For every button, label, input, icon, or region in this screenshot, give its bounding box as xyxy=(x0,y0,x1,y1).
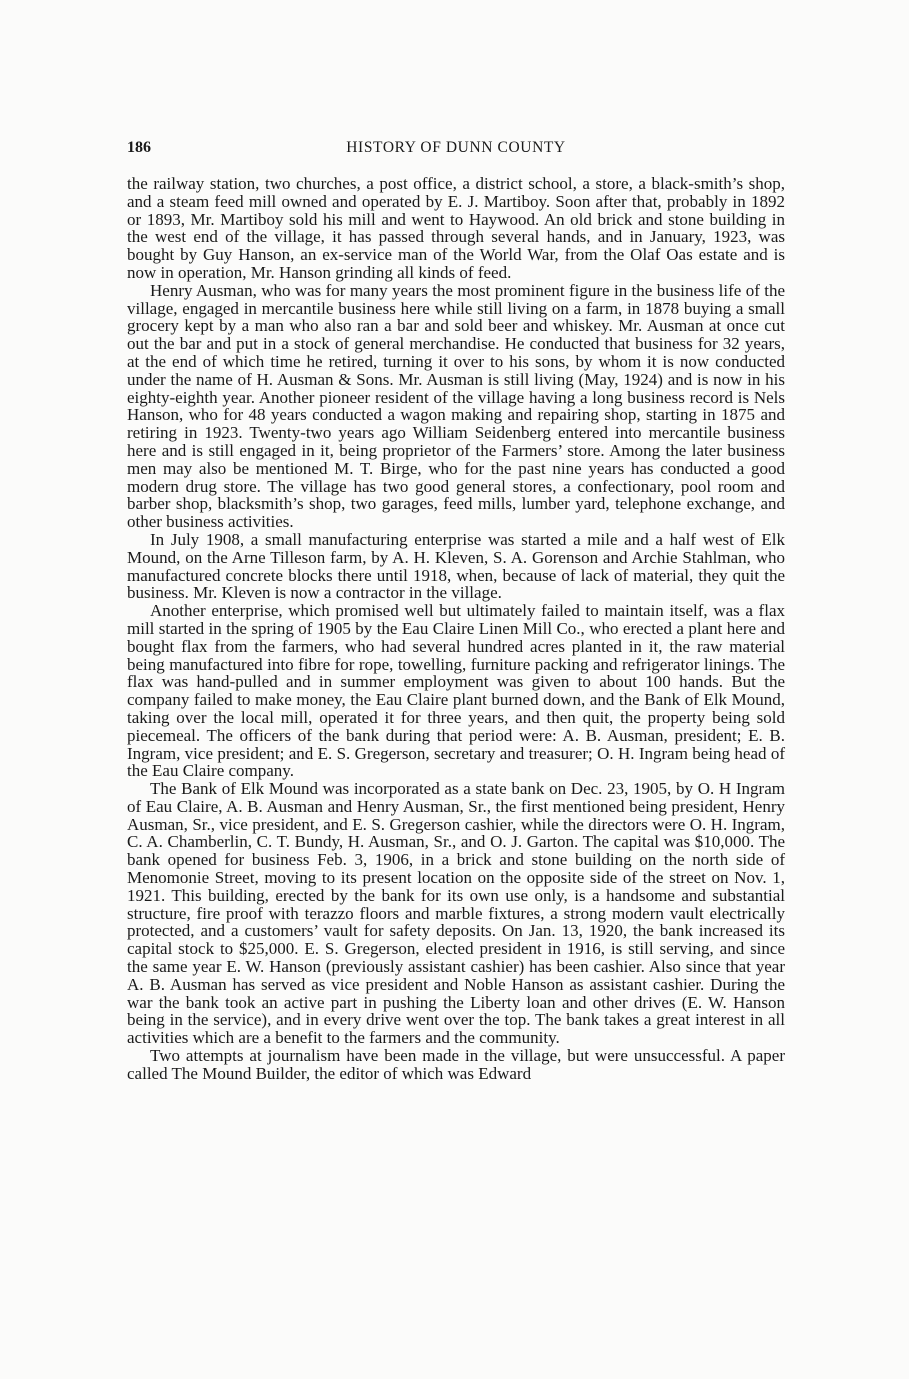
page-number: 186 xyxy=(127,139,151,156)
running-title: HISTORY OF DUNN COUNTY xyxy=(346,139,566,156)
body-text xyxy=(127,175,785,1083)
paragraph-continued: the railway station, two churches, a post office, a district school, a store, a black-smith’s shop, and a steam feed mill owned and operated by E. J. Martiboy. Soon after that, probably in 1892 or 1893, Mr. Martiboy sold his mill and went to Haywood. An old brick and stone building in the west end of the village, it has passed through several hands, and in January, 1923, was bought by Guy Hanson, an ex-service man of the World War, from the Olaf Oas estate and is now in operation, Mr. Hanson grinding all kinds of feed. xyxy=(127,174,785,282)
paragraph: In July 1908, a small manufacturing enterprise was started a mile and a half west of Elk Mound, on the Arne Tilleson farm, by A. H. Kleven, S. A. Gorenson and Archie Stahlman, who manufactured concrete blocks there until 1918, when, because of lack of material, they quit the business. Mr. Kleven is now a contractor in the village. xyxy=(127,529,785,603)
paragraph: Henry Ausman, who was for many years the most prominent figure in the business life of the village, engaged in mercantile business here while still living on a farm, in 1878 buying a small grocery kept by a man who also ran a bar and sold beer and whiskey. Mr. Ausman at once cut out the bar and put in a stock of general merchandise. He conducted that business for 32 years, at the end of which time he retired, turning it over to his sons, by whom it is now conducted under the name of H. Ausman & Sons. Mr. Ausman is still living (May, 1924) and is now in his eighty-eighth year. Another pioneer resident of the village having a long business record is Nels Hanson, who for 48 years conducted a wagon making and repairing shop, starting in 1875 and retiring in 1923. Twenty-two years ago William Seidenberg entered into mercantile business here and is still engaged in it, being proprietor of the Farmers’ store. Among the later business men may also be mentioned M. T. Birge, who for the past nine years has conducted a good modern drug store. The village has two good general stores, a confectionary, pool room and barber shop, blacksmith’s shop, two garages, feed mills, lumber yard, telephone exchange, and other business activities. xyxy=(127,280,785,532)
paragraph: Another enterprise, which promised well but ultimately failed to maintain itself, was a flax mill started in the spring of 1905 by the Eau Claire Linen Mill Co., who erected a plant here and bought flax from the farmers, who had several hundred acres planted in it, the raw material being manufactured into fibre for rope, towelling, furniture packing and refrigerator linings. The flax was hand-pulled and in summer employment was given to about 100 hands. But the company failed to make money, the Eau Claire plant burned down, and the Bank of Elk Mound, taking over the local mill, operated it for three years, and then quit, the property being sold piecemeal. The officers of the bank during that period were: A. B. Ausman, president; E. B. Ingram, vice president; and E. S. Gregerson, secretary and treasurer; O. H. Ingram being head of the Eau Claire company. xyxy=(127,601,785,781)
paragraph: The Bank of Elk Mound was incorporated as a state bank on Dec. 23, 1905, by O. H Ingram of Eau Claire, A. B. Ausman and Henry Ausman, Sr., the first mentioned being president, Henry Ausman, Sr., vice president, and E. S. Gregerson cashier, while the directors were O. H. Ingram, C. A. Chamberlin, C. T. Bundy, H. Ausman, Sr., and O. J. Garton. The capital was $10,000. The bank opened for business Feb. 3, 1906, in a brick and stone building on the north side of Menomonie Street, moving to its present location on the opposite side of the street on Nov. 1, 1921. This building, erected by the bank for its own use only, is a handsome and substantial structure, fire proof with terazzo floors and marble fixtures, a strong modern vault electrically protected, and a customers’ vault for safety deposits. On Jan. 13, 1920, the bank increased its capital stock to $25,000. E. S. Gregerson, elected president in 1916, is still serving, and since the same year E. W. Hanson (previously assistant cashier) has been cashier. Also since that year A. B. Ausman has served as vice president and Noble Hanson as assistant cashier. During the war the bank took an active part in pushing the Liberty loan and other drives (E. W. Hanson being in the service), and in every drive went over the top. The bank takes a great interest in all activities which are a benefit to the farmers and the community. xyxy=(127,779,785,1048)
page-header xyxy=(127,139,785,161)
paragraph: Two attempts at journalism have been made in the village, but were unsuccessful. A paper called The Mound Builder, the editor of which was Edward xyxy=(127,1046,785,1083)
